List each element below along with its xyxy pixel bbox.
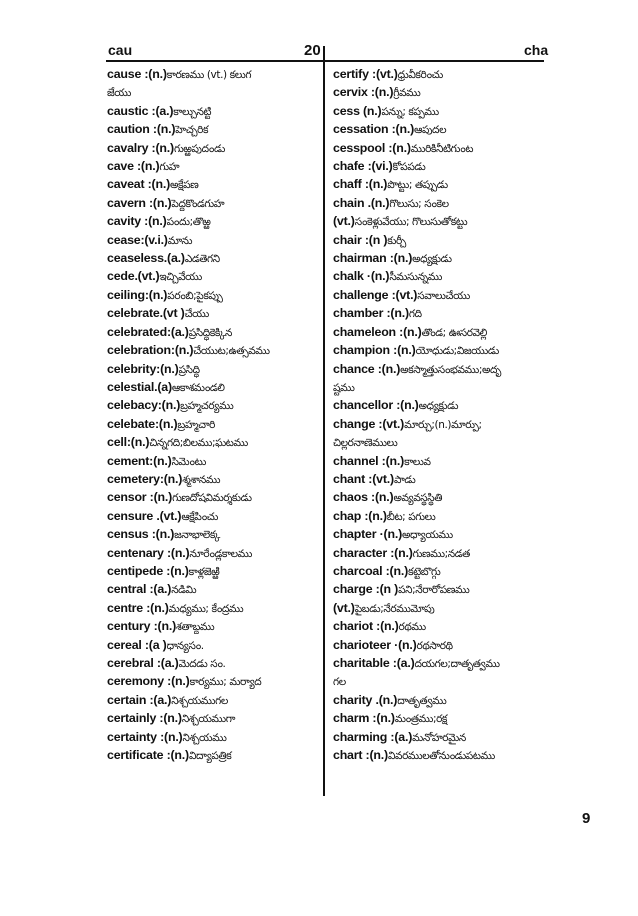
entry-definition: సిమెంటు — [171, 455, 206, 468]
dictionary-entry — [333, 342, 548, 360]
dictionary-entry — [333, 453, 548, 471]
entry-headword: certify :(vt.) — [333, 67, 398, 81]
entry-definition: పెద్దకొండగుహ — [171, 197, 225, 210]
entry-headword: chalk ·(n.) — [333, 269, 390, 284]
dictionary-entry — [333, 655, 548, 673]
entry-definition: జనాభాలెక్క — [174, 529, 220, 542]
dictionary-entry — [333, 121, 548, 139]
entry-definition: అవ్యవస్థస్థితి — [393, 492, 443, 505]
entry-headword: charm :(n.) — [333, 711, 395, 726]
dictionary-entry — [333, 729, 548, 747]
entry-definition: మార్చు;(n.)మార్పు; — [404, 418, 482, 431]
dictionary-entry — [333, 324, 548, 342]
entry-definition: అధ్యాయము — [402, 529, 453, 542]
left-column — [107, 66, 322, 765]
entry-headword: cede.(vt.) — [107, 269, 160, 284]
dictionary-entry — [333, 66, 548, 84]
entry-headword: census :(n.) — [107, 527, 175, 542]
entry-definition: బ్రహ్మచర్యము — [180, 400, 234, 413]
dictionary-entry — [107, 471, 322, 489]
dictionary-entry — [107, 673, 322, 691]
dictionary-entry — [333, 416, 548, 434]
dictionary-entry — [107, 213, 322, 231]
entry-headword: centenary :(n.) — [107, 545, 190, 560]
entry-definition: నూరేండ్లకాలము — [189, 547, 252, 560]
entry-definition: అకస్మాత్తుసంభవము;అదృ — [400, 363, 501, 376]
dictionary-entry — [107, 103, 322, 121]
dictionary-entry — [333, 673, 548, 691]
entry-definition: గుఱ్ఱపుదండు — [173, 142, 225, 155]
page-number: 20 — [304, 42, 321, 59]
entry-headword: chaos :(n.) — [333, 490, 394, 505]
dictionary-entry — [333, 747, 548, 765]
entry-definition: చేయుట;ఉత్సవము — [193, 345, 270, 358]
dictionary-entry — [107, 66, 322, 84]
entry-definition: చిన్నగది;బిలము;ఘటము — [149, 437, 248, 450]
entry-definition: నిశ్చయముగల — [171, 694, 228, 707]
entry-definition: ఆపుదల — [414, 124, 447, 137]
entry-headword: certainty :(n.) — [107, 729, 183, 744]
entry-headword: censure .(vt.) — [107, 508, 182, 523]
entry-headword: celebrate.(vt ) — [107, 306, 185, 321]
guide-word-left: cau — [108, 42, 133, 58]
dictionary-entry — [333, 103, 548, 121]
dictionary-entry — [333, 526, 548, 544]
dictionary-entry — [333, 379, 548, 397]
entry-definition: హెచ్చరిక — [175, 124, 209, 137]
entry-definition: పన్ను; కప్పము — [381, 105, 439, 118]
dictionary-entry — [333, 232, 548, 250]
entry-definition: కుర్చీ — [387, 234, 406, 247]
entry-headword: cell:(n.) — [107, 435, 150, 450]
entry-definition: కాళ్లజెఱ్ఱి — [188, 565, 220, 578]
entry-definition: అధ్యక్షుడు — [418, 400, 459, 413]
dictionary-entry — [107, 545, 322, 563]
entry-definition: చేయు — [184, 308, 209, 321]
entry-headword: cement:(n.) — [107, 453, 172, 468]
entry-headword: cavern :(n.) — [107, 195, 172, 210]
entry-headword: character :(n.) — [333, 545, 413, 560]
entry-definition: మనోహరమైన — [412, 731, 466, 744]
dictionary-entry — [333, 361, 548, 379]
dictionary-entry — [107, 618, 322, 636]
entry-definition: నడిమి — [171, 584, 197, 597]
dictionary-entry — [107, 563, 322, 581]
entry-headword: celestial.(a) — [107, 379, 172, 394]
dictionary-entry — [333, 581, 548, 599]
entry-definition: కాల్చునట్టి — [173, 105, 212, 118]
dictionary-entry — [107, 581, 322, 599]
entry-definition: కారణము (vt.) కలుగ — [166, 69, 252, 81]
dictionary-entry — [333, 397, 548, 415]
entry-headword: charcoal :(n.) — [333, 563, 408, 578]
entry-definition: మధ్యము; కేంద్రము — [168, 602, 244, 615]
dictionary-entry — [333, 563, 548, 581]
entry-headword: censor :(n.) — [107, 490, 173, 505]
dictionary-entry — [107, 287, 322, 305]
dictionary-entry — [107, 526, 322, 544]
entry-definition: శతాబ్దము — [176, 621, 215, 634]
entry-headword: cemetery:(n.) — [107, 471, 183, 486]
entry-headword: caveat :(n.) — [107, 177, 171, 192]
entry-headword: ceiling:(n.) — [107, 287, 168, 302]
right-column — [333, 66, 548, 765]
dictionary-entry — [107, 637, 322, 655]
entry-headword: change :(vt.) — [333, 416, 405, 431]
entry-definition: విద్యాపత్రిక — [188, 750, 232, 763]
dictionary-entry — [333, 176, 548, 194]
entry-headword: chant :(vt.) — [333, 471, 394, 486]
dictionary-entry — [107, 397, 322, 415]
entry-headword: celebate:(n.) — [107, 416, 178, 431]
dictionary-entry — [333, 84, 548, 102]
entry-headword: central :(a.) — [107, 582, 172, 597]
dictionary-entry — [107, 434, 322, 452]
entry-headword: charioteer ·(n.) — [333, 637, 417, 652]
entry-headword: caustic :(a.) — [107, 103, 174, 118]
dictionary-entry — [107, 268, 322, 286]
dictionary-entry — [107, 453, 322, 471]
dictionary-entry — [107, 158, 322, 176]
entry-headword: cess (n.) — [333, 103, 382, 118]
entry-headword: (vt.) — [333, 214, 355, 229]
dictionary-entry — [333, 434, 548, 452]
entry-definition: ఆకాశమండలి — [171, 381, 225, 394]
entry-headword: charity .(n.) — [333, 692, 398, 707]
entry-headword: cave :(n.) — [107, 159, 160, 174]
entry-headword: cervix :(n.) — [333, 85, 394, 100]
dictionary-entry — [107, 747, 322, 765]
entry-headword: cavity :(n.) — [107, 214, 167, 229]
entry-definition: కట్టెబొగ్గు — [408, 565, 441, 578]
entry-definition: ధాన్యసం. — [166, 639, 204, 652]
entry-definition: వివరములతోనుండుపటము — [387, 750, 495, 763]
entry-headword: cesspool :(n.) — [333, 140, 411, 155]
entry-headword: chamber :(n.) — [333, 306, 409, 321]
dictionary-entry — [333, 140, 548, 158]
entry-definition: పరంబి;పైకప్పు — [167, 289, 223, 302]
dictionary-entry — [107, 600, 322, 618]
entry-definition: పందు;తొఱ్ఱ — [166, 216, 211, 229]
entry-definition: మంత్రము;రక్ష — [394, 713, 448, 726]
entry-headword: cereal :(a ) — [107, 637, 167, 652]
entry-definition: రథము — [398, 621, 426, 634]
entry-headword: champion :(n.) — [333, 343, 416, 358]
entry-definition: ఇచ్చివేయు — [159, 271, 202, 284]
entry-headword: chance :(n.) — [333, 361, 401, 376]
entry-headword: celebrated:(a.) — [107, 324, 189, 339]
entry-headword: certificate :(n.) — [107, 748, 189, 763]
entry-headword: caution :(n.) — [107, 122, 176, 137]
entry-headword: cessation :(n.) — [333, 122, 414, 137]
entry-headword: cavalry :(n.) — [107, 140, 174, 155]
dictionary-entry — [107, 710, 322, 728]
entry-definition: గుహ — [159, 161, 180, 174]
dictionary-entry — [107, 176, 322, 194]
dictionary-entry — [107, 84, 322, 102]
folio-number: 9 — [582, 810, 591, 827]
dictionary-entry — [333, 710, 548, 728]
dictionary-entry — [107, 250, 322, 268]
dictionary-entry — [333, 250, 548, 268]
dictionary-entry — [107, 416, 322, 434]
entry-definition: పొట్టు; తప్పుడు — [387, 179, 448, 192]
entry-headword: chart :(n.) — [333, 748, 388, 763]
entry-headword: challenge :(vt.) — [333, 287, 418, 302]
dictionary-entry — [333, 489, 548, 507]
entry-definition: కార్యము; మర్యాద — [189, 676, 262, 689]
header-rule — [106, 60, 544, 62]
entry-headword: cease:(v.i.) — [107, 232, 168, 247]
dictionary-entry — [333, 692, 548, 710]
entry-headword: centre :(n.) — [107, 600, 169, 615]
entry-definition: గుణదోషవిమర్శకుడు — [172, 492, 252, 505]
dictionary-entry — [333, 158, 548, 176]
dictionary-entry — [333, 600, 548, 618]
dictionary-entry — [107, 342, 322, 360]
dictionary-entry — [333, 618, 548, 636]
entry-definition: నిశ్చయముగా — [181, 713, 236, 726]
entry-definition: బీట; పగులు — [386, 510, 436, 523]
entry-definition: యోధుడు;విజయుడు — [415, 345, 499, 358]
dictionary-entry — [107, 324, 322, 342]
entry-definition: నిశ్చయము — [182, 731, 227, 744]
entry-definition: మెదడు సం. — [178, 658, 226, 670]
entry-headword: chancellor :(n.) — [333, 398, 419, 413]
entry-definition: గది — [408, 308, 422, 321]
dictionary-entry — [333, 305, 548, 323]
entry-definition: రథసారథి — [416, 639, 453, 652]
entry-headword: chariot :(n.) — [333, 619, 399, 634]
entry-definition: ప్రసిద్ధి — [178, 363, 200, 376]
entry-headword: celebration:(n.) — [107, 343, 194, 358]
entry-definition: ఆక్షేపించు — [181, 510, 218, 523]
entry-definition: పని;నేరారోపణము — [398, 584, 470, 597]
entry-headword: chain .(n.) — [333, 195, 390, 210]
entry-definition: దాతృత్వము — [397, 694, 447, 707]
dictionary-entry — [333, 213, 548, 231]
entry-definition: ష్టము — [333, 381, 355, 394]
dictionary-entry — [333, 637, 548, 655]
entry-headword: chafe :(vi.) — [333, 159, 393, 174]
entry-headword: (vt.) — [333, 600, 355, 615]
dictionary-entry — [333, 545, 548, 563]
dictionary-entry — [107, 655, 322, 673]
entry-definition: శ్మశానము — [182, 473, 221, 486]
dictionary-entry — [333, 268, 548, 286]
entry-headword: charge :(n ) — [333, 582, 399, 597]
entry-headword: cause :(n.) — [107, 67, 167, 81]
entry-headword: cerebral :(a.) — [107, 656, 179, 670]
entry-definition: కోపపడు — [392, 161, 426, 174]
entry-definition: అక్షేపణ — [170, 179, 199, 192]
entry-definition: గ్రీవము — [393, 87, 421, 100]
dictionary-entry — [107, 692, 322, 710]
dictionary-entry — [107, 729, 322, 747]
entry-definition: చిల్లరనాణెములు — [333, 437, 398, 450]
entry-headword: chameleon :(n.) — [333, 324, 422, 339]
guide-word-right: cha — [524, 42, 549, 58]
entry-definition: సవాలుచేయు — [417, 289, 470, 302]
dictionary-entry — [107, 140, 322, 158]
entry-definition: ఎడతెగని — [184, 253, 220, 266]
dictionary-entry — [107, 195, 322, 213]
entry-definition: గొలుసు; సంకెల — [389, 197, 449, 210]
dictionary-entry — [107, 379, 322, 397]
entry-headword: charitable :(a.) — [333, 656, 415, 670]
dictionary-entry — [107, 121, 322, 139]
entry-headword: celebrity:(n.) — [107, 361, 179, 376]
entry-headword: certainly :(n.) — [107, 711, 182, 726]
entry-definition: దయగల;దాతృత్వము — [414, 658, 500, 670]
dictionary-entry — [107, 361, 322, 379]
dictionary-entry — [107, 508, 322, 526]
entry-definition: పైబడు;నేరముమోపు — [354, 602, 435, 615]
entry-definition: మురికినీటిగుంట — [410, 142, 474, 155]
dictionary-entry — [107, 232, 322, 250]
dictionary-entry — [333, 471, 548, 489]
entry-headword: ceaseless.(a.) — [107, 251, 185, 266]
entry-definition: ధ్రువీకరించు — [397, 69, 443, 81]
dictionary-entry — [107, 305, 322, 323]
entry-definition: ప్రసిద్ధికెక్కిన — [188, 326, 232, 339]
entry-definition: పాడు — [393, 473, 416, 486]
entry-headword: centipede :(n.) — [107, 563, 189, 578]
entry-definition: అధ్యక్షుడు — [412, 253, 452, 266]
entry-headword: chairman :(n.) — [333, 251, 413, 266]
entry-headword: chap :(n.) — [333, 508, 387, 523]
dictionary-entry — [333, 195, 548, 213]
entry-definition: గుణము;నడత — [412, 547, 470, 560]
entry-headword: chapter ·(n.) — [333, 527, 402, 542]
entry-headword: century :(n.) — [107, 619, 176, 634]
entry-headword: certain :(a.) — [107, 692, 172, 707]
entry-headword: chaff :(n.) — [333, 177, 388, 192]
entry-definition: గల — [333, 676, 346, 689]
entry-definition: సంకెళ్లువేయు; గొలుసుతోకట్టు — [354, 216, 468, 229]
column-divider — [323, 46, 325, 796]
entry-headword: charming :(a.) — [333, 729, 413, 744]
entry-definition: బ్రహ్మచారి — [177, 418, 215, 431]
entry-headword: channel :(n.) — [333, 453, 405, 468]
entry-definition: తొండ; ఊసరవెల్లి — [421, 326, 487, 339]
dictionary-entry — [333, 287, 548, 305]
entry-definition: కాలువ — [404, 455, 431, 468]
entry-headword: celebacy:(n.) — [107, 398, 181, 413]
entry-headword: ceremony :(n.) — [107, 674, 190, 689]
entry-definition: సీమసున్నము — [389, 271, 443, 284]
dictionary-entry — [333, 508, 548, 526]
dictionary-entry — [107, 489, 322, 507]
entry-definition: జేయు — [107, 87, 132, 100]
entry-definition: మాను — [167, 234, 193, 247]
entry-headword: chair :(n ) — [333, 232, 388, 247]
